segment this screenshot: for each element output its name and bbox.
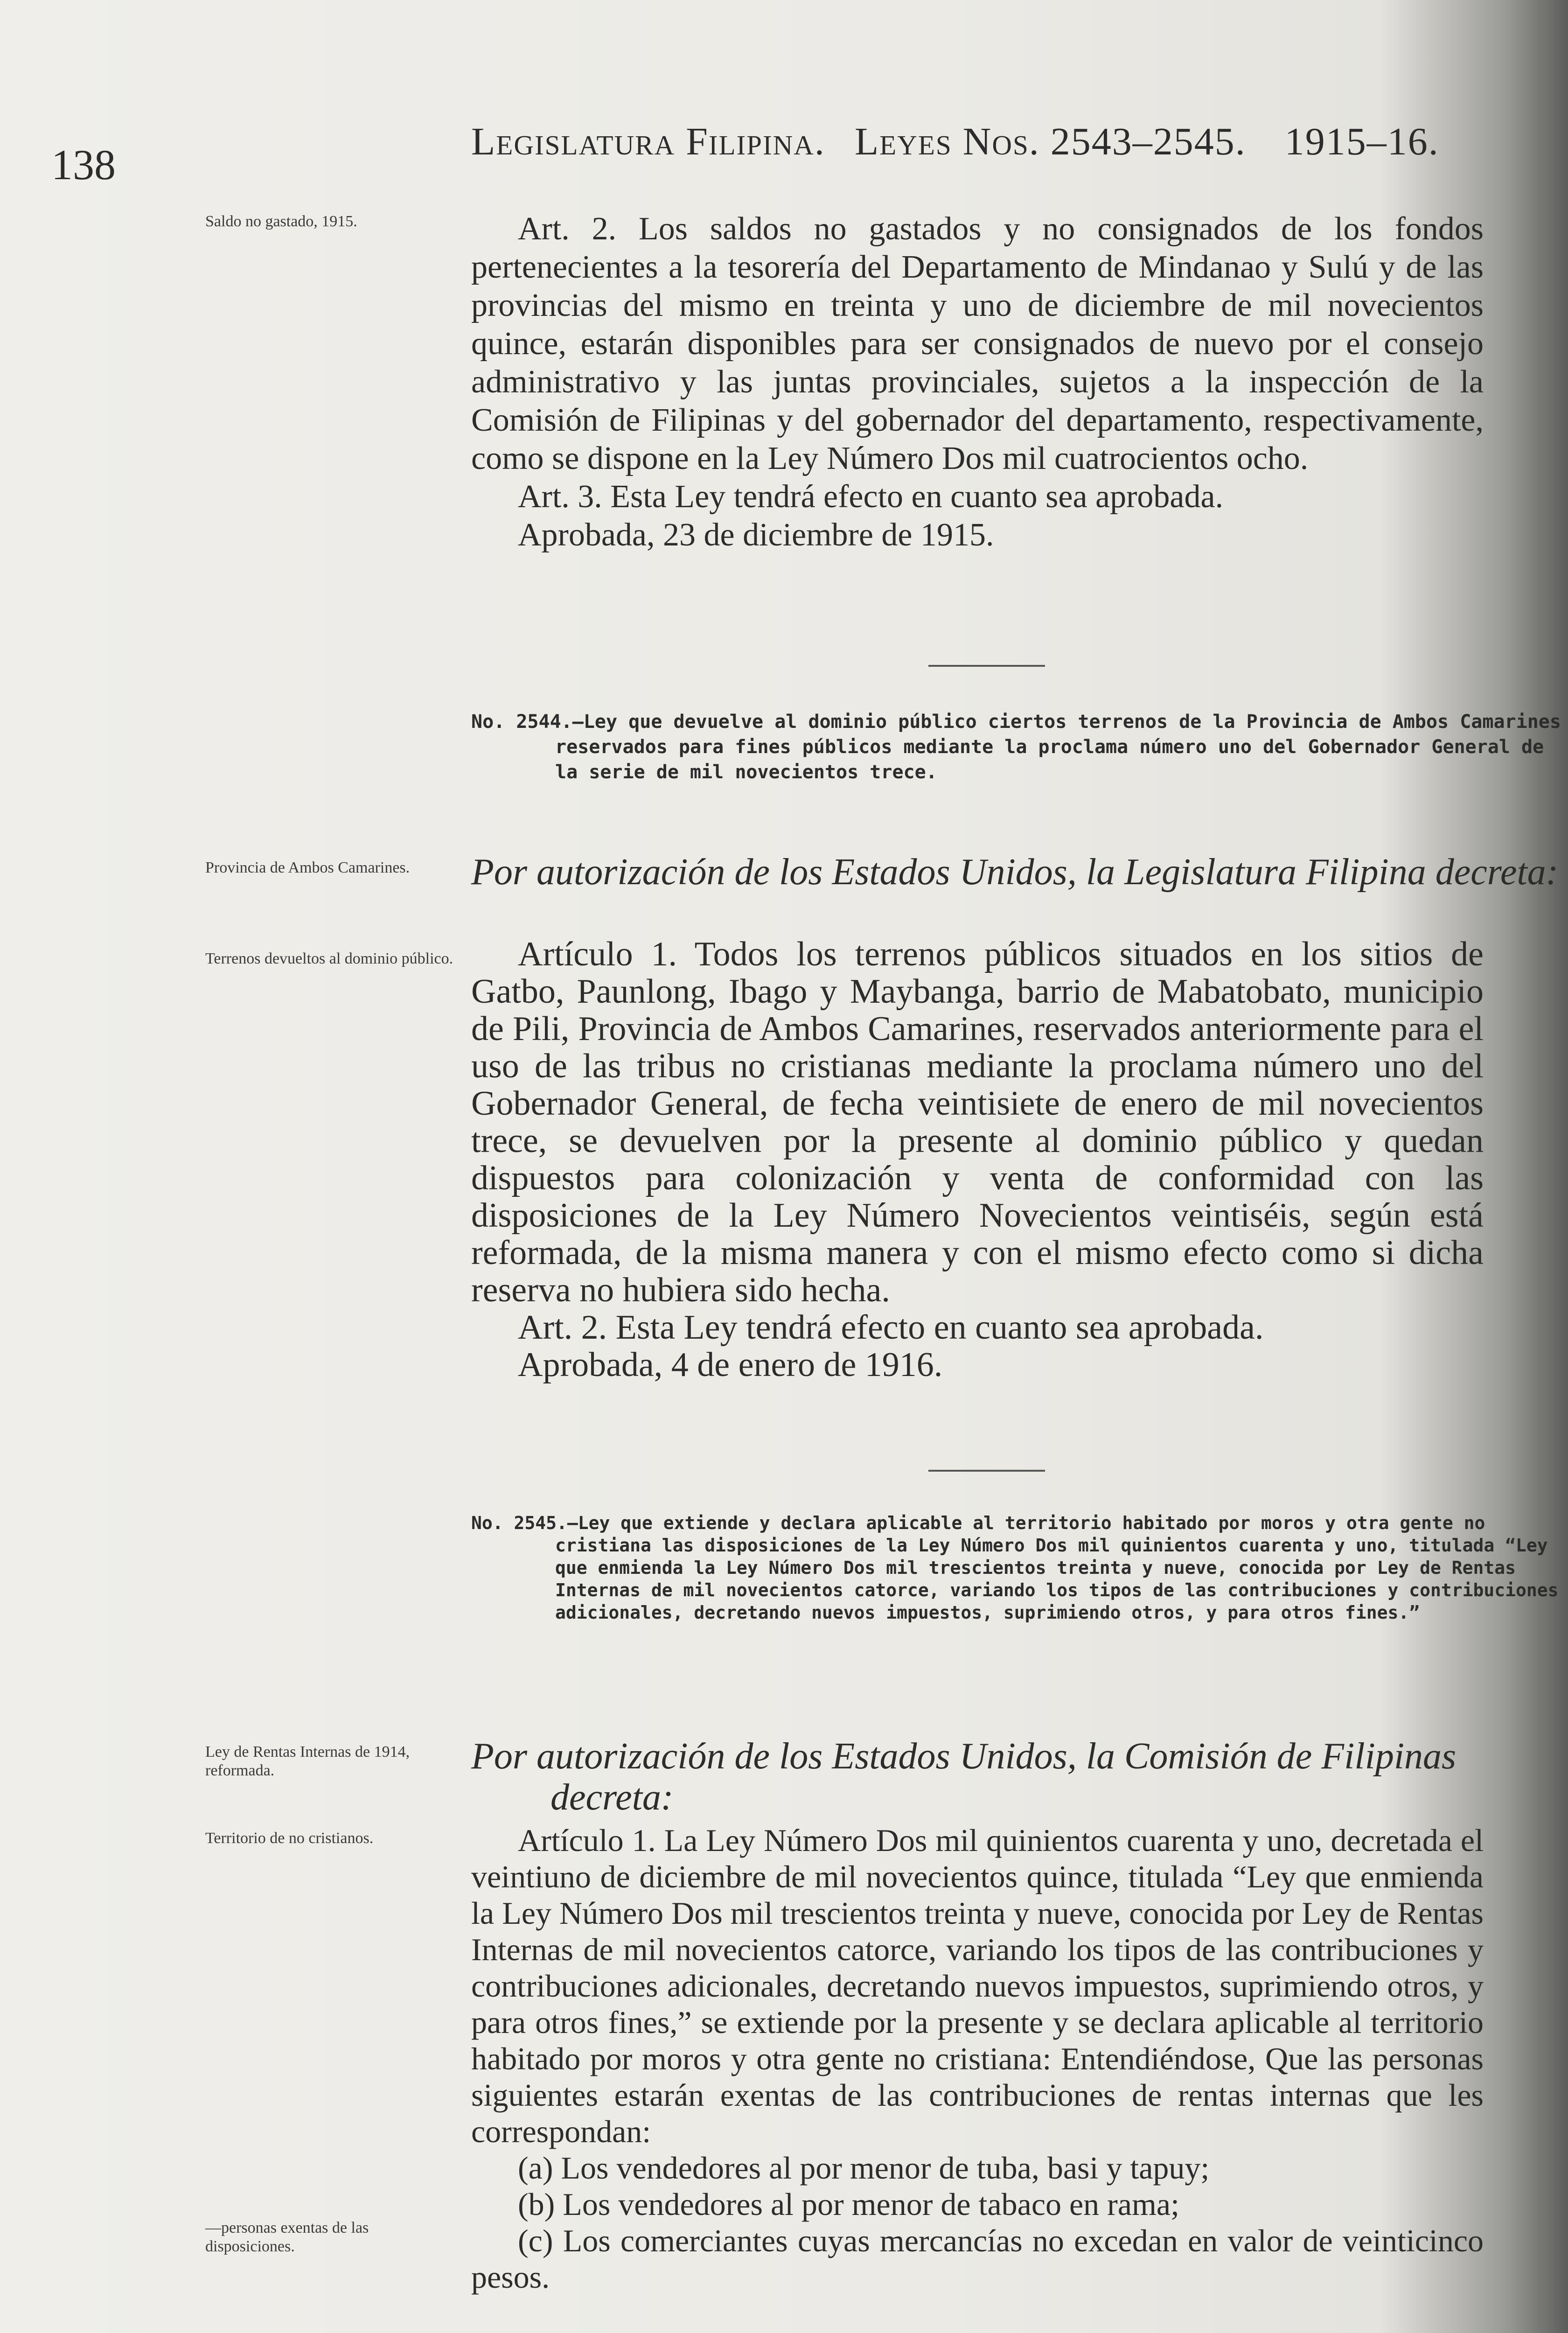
section-divider (928, 665, 1045, 667)
law-2543-body (471, 210, 1484, 554)
list-item: (a) Los vendedores al por menor de tuba, basi y tapuy; (518, 2150, 1210, 2186)
running-head (471, 119, 1439, 164)
law-numbers: Leyes Nos. 2543–2545. (854, 120, 1246, 163)
list-item: (c) Los comerciantes cuyas mercancías no excedan en valor de veinticinco pesos. (471, 2223, 1484, 2295)
law-2545-summary: No. 2545.—Ley que extiende y declara aplicable al territorio habitado por moros y otra gente no cristiana las disposiciones de la Ley Número Dos mil quinientos cuarenta y uno, titulada “Ley que enmienda la Ley Número Dos mil trescientos treinta y nueve, conocida por Ley de Rentas Internas de mil novecientos catorce, variando los tipos de las contribuciones y contribuciones adicionales, decretando nuevos impuestos, suprimiendo otros, y para otros fines.” (471, 1513, 1559, 1623)
approval-date: Aprobada, 4 de enero de 1916. (518, 1346, 943, 1384)
law-2544-summary: No. 2544.—Ley que devuelve al dominio público ciertos terrenos de la Provincia de Ambos Camarines reservados para fines públicos mediante la proclama número uno del Gobernador General de la serie de mil novecientos trece. (471, 711, 1561, 783)
list-item: (b) Los vendedores al por menor de tabaco en rama; (518, 2186, 1179, 2222)
running-title: Legislatura Filipina. (471, 120, 825, 163)
law-2545-body (471, 1822, 1484, 2295)
margin-note: Territorio de no cristianos. (205, 1830, 374, 1847)
article-1: Artículo 1. La Ley Número Dos mil quinientos cuarenta y uno, decretada el veintiuno de diciembre de mil novecientos quince, titulada “Ley que enmienda la Ley Número Dos mil trescientos treinta y nueve, conocida por Ley de Rentas Internas de mil novecientos catorce, variando los tipos de las contribuciones y contribuciones adicionales, decretando nuevos impuestos, suprimiendo otros, y para otros fines,” se extiende por la presente y se declara aplicable al territorio habitado por moros y otra gente no cristiana: Entendiéndose, Que las personas siguientes estarán exentas de las contribuciones de rentas internas que les correspondan: (471, 1823, 1484, 2149)
article-3: Art. 3. Esta Ley tendrá efecto en cuanto sea aprobada. (518, 479, 1224, 515)
approval-date: Aprobada, 23 de diciembre de 1915. (518, 517, 994, 553)
law-2544-body (471, 936, 1484, 1383)
margin-note: Ley de Rentas Internas de 1914, reformada. (205, 1743, 410, 1779)
years: 1915–16. (1284, 120, 1439, 163)
page-number: 138 (51, 141, 116, 189)
enacting-clause: Por autorización de los Estados Unidos, la Legislatura Filipina decreta: (471, 852, 1559, 893)
margin-note: Provincia de Ambos Camarines. (205, 859, 410, 876)
section-divider (928, 1470, 1045, 1472)
article-2: Art. 2. Los saldos no gastados y no consignados de los fondos pertenecientes a la tesorería del Departamento de Mindanao y Sulú y de las provincias del mismo en treinta y uno de diciembre de mil novecientos quince, estarán disponibles para ser consignados de nuevo por el consejo administrativo y las juntas provinciales, sujetos a la inspección de la Comisión de Filipinas y del gobernador del departamento, respectivamente, como se dispone en la Ley Número Dos mil cuatrocientos ocho. (471, 211, 1484, 476)
margin-note: Saldo no gastado, 1915. (205, 213, 357, 230)
enacting-clause: Por autorización de los Estados Unidos, la Comisión de Filipinas decreta: (471, 1736, 1456, 1818)
margin-note: —personas exentas de las disposiciones. (205, 2219, 369, 2255)
exemption-list (471, 2150, 1484, 2295)
margin-note: Terrenos devueltos al dominio público. (205, 950, 453, 967)
article-1: Artículo 1. Todos los terrenos públicos situados en los sitios de Gatbo, Paunlong, Ibago y Maybanga, barrio de Mabatobato, municipio de Pili, Provincia de Ambos Camarines, reservados anteriormente para el uso de las tribus no cristianas mediante la proclama número uno del Gobernador General, de fecha veintisiete de enero de mil novecientos trece, se devuelven por la presente al dominio público y quedan dispuestos para colonización y venta de conformidad con las disposiciones de la Ley Número Novecientos veintiséis, según está reformada, de la misma manera y con el mismo efecto como si dicha reserva no hubiera sido hecha. (471, 935, 1484, 1309)
article-2: Art. 2. Esta Ley tendrá efecto en cuanto sea aprobada. (518, 1308, 1264, 1347)
